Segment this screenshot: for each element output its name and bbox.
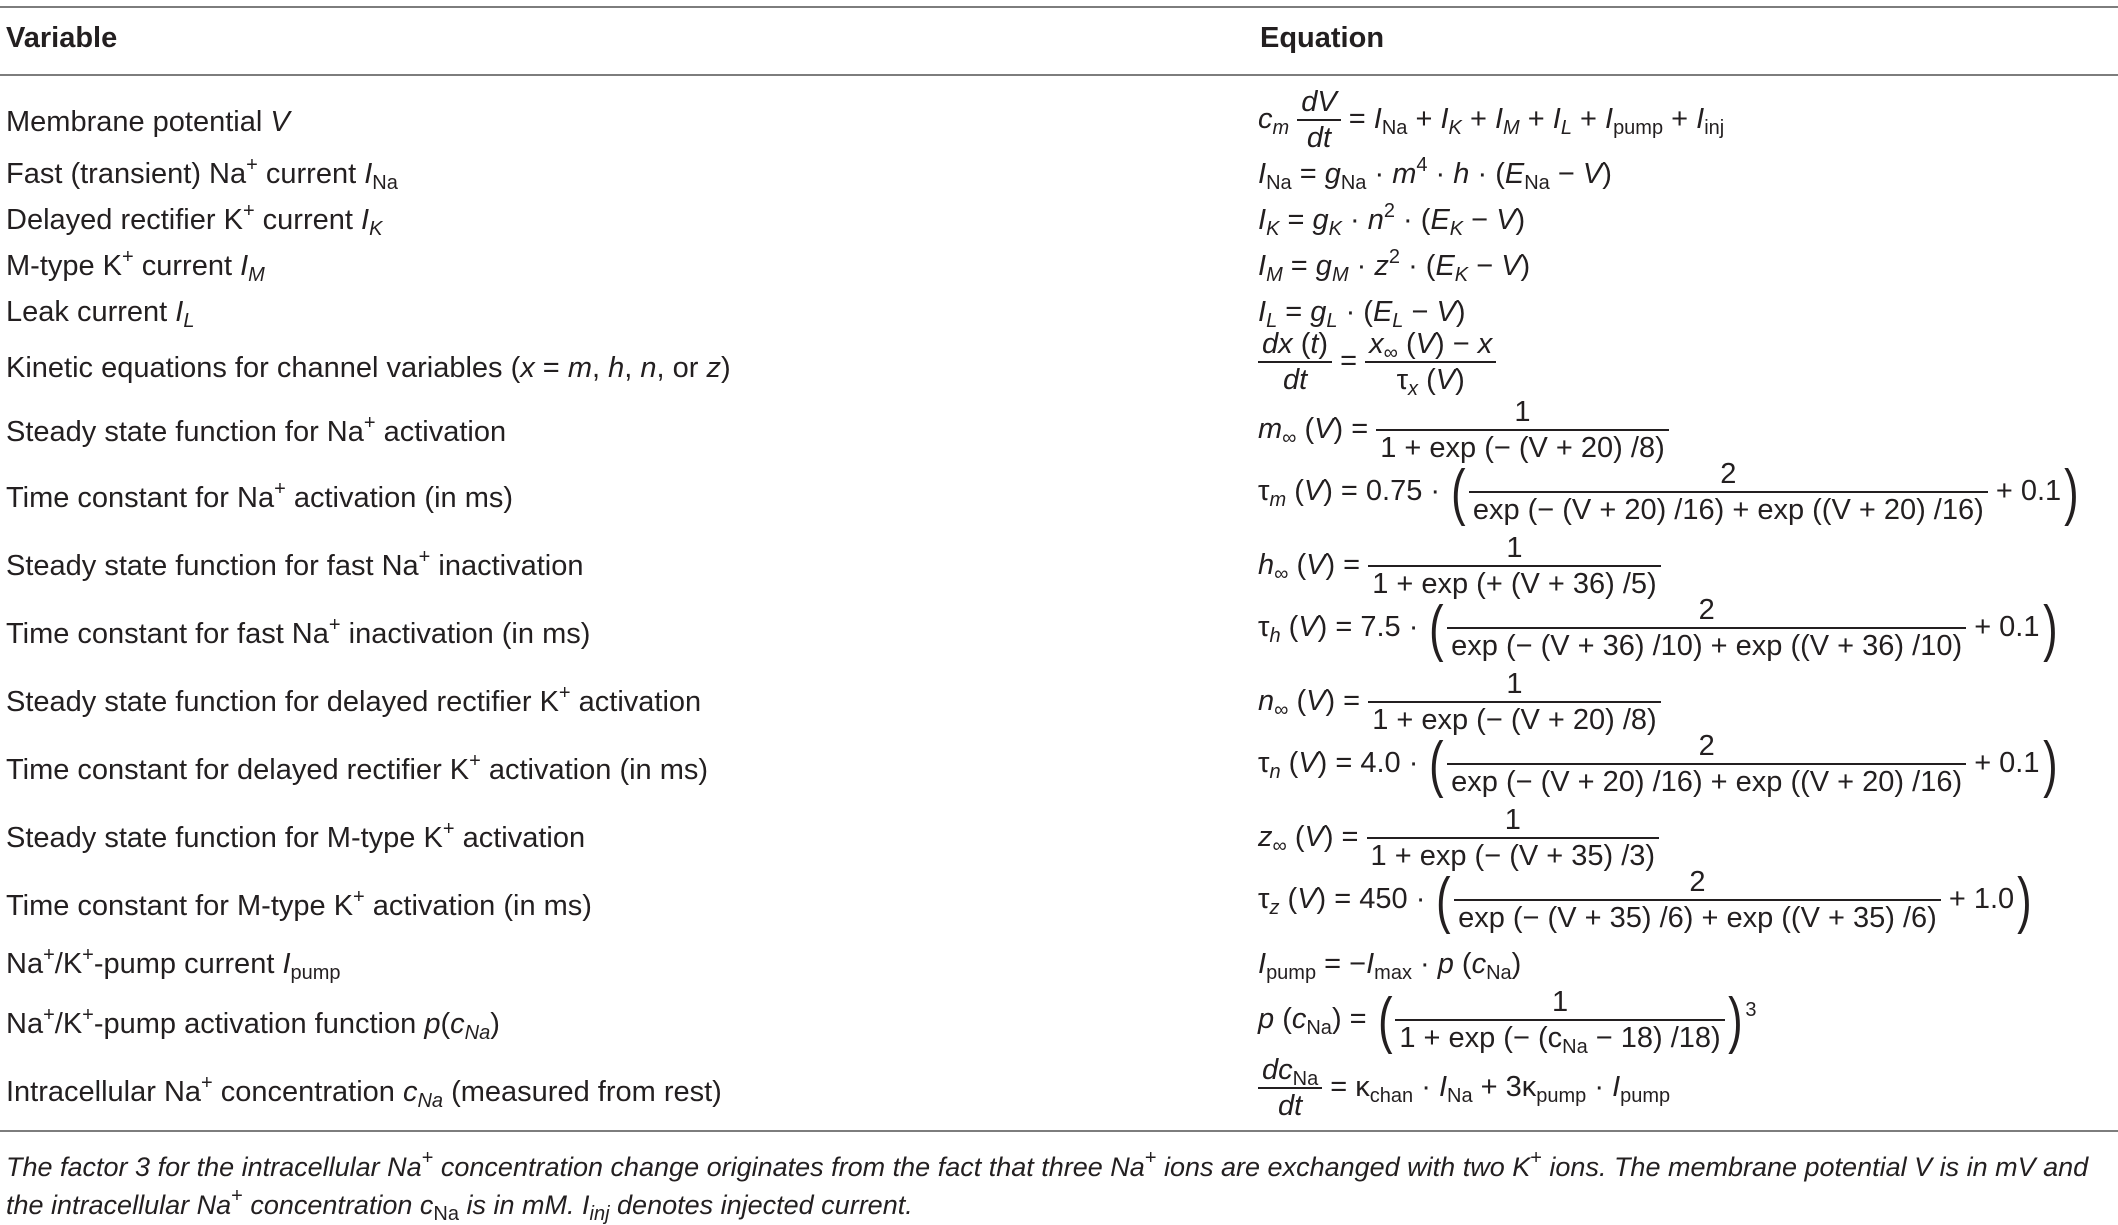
row-label: Steady state function for fast Na+ inactivation — [6, 546, 584, 582]
equation-tau-h: $\tau_h$ (V) = 7.5 · ( $\frac{2}{\exp (- (V + 36) /10) + \exp ((V + 36) /10)}$ + 0.1) — [1258, 593, 2058, 663]
tau-z-denominator: exp (− (V + 35) /6) + exp ((V + 35) /6) — [1454, 899, 1941, 933]
row-label: Intracellular Na+ concentration $c_{Na}$ (measured from rest) — [6, 1072, 722, 1112]
equation-kinetic: $\frac{dx (t)}{dt}$ = $\frac{x_\infty (V) - x}{\tau_x (V)}$ — [1258, 330, 1496, 395]
header-rule — [0, 74, 2118, 76]
equation-m-inf: $m_\infty$ (V) = $\frac{1}{1 + \exp (- (V + 20) /8)}$ — [1258, 398, 1669, 463]
row-label: Fast (transient) Na+ current $I_{Na}$ — [6, 154, 398, 194]
equation-ipump: $I_{pump} = -I_{max} \cdot p$ $(c_{Na})$ — [1258, 948, 1522, 984]
row-label: Delayed rectifier K+ current $I_K$ — [6, 200, 383, 240]
equation-z-inf: $z_\infty$ (V) = $\frac{1}{1 + \exp (- (V + 35) /3)}$ — [1258, 806, 1659, 871]
h-inf-denominator: 1 + exp (+ (V + 36) /5) — [1368, 565, 1661, 599]
n-inf-denominator: 1 + exp (− (V + 20) /8) — [1368, 701, 1661, 735]
equation-pump-activation: p $(c_{Na})$ = ( $\frac{1}{1 + \exp (- (c_{Na} - 18) /18)}$ ) $^3$ — [1258, 985, 1757, 1058]
row-label: Na+/K+-pump current $I_{pump}$ — [6, 944, 341, 984]
tau-n-denominator: exp (− (V + 20) /16) + exp ((V + 20) /16) — [1447, 763, 1966, 797]
bottom-rule — [0, 1130, 2118, 1132]
row-label: Time constant for Na+ activation (in ms) — [6, 478, 514, 514]
p-denominator: 1 + exp (− $(c_{Na} - 18)$ /18) — [1395, 1019, 1724, 1053]
equation-tau-n: $\tau_n$ (V) = 4.0 · ( $\frac{2}{\exp (- (V + 20) /16) + \exp ((V + 20) /16)}$ + 0.1) — [1258, 729, 2058, 799]
equation-membrane-potential: $c_m$ $\frac{dV}{dt}$ = $I_{Na} + I_K + I_M + I_L + I_{pump} + I_{inj}$ — [1258, 86, 1725, 154]
z-inf-denominator: 1 + exp (− (V + 35) /3) — [1367, 837, 1660, 871]
top-rule — [0, 6, 2118, 8]
table-footnote: The factor 3 for the intracellular Na+ concentration change originates from the fact that three Na+ ions are exchanged with two K+ ions. The membrane potential V is in mV and the intracellular Na+ concentration $c_{Na}$ is in mM. $I_{inj}$ denotes injected current. — [6, 1147, 2089, 1225]
row-label: Steady state function for delayed rectifier K+ activation — [6, 682, 702, 718]
m-inf-denominator: 1 + exp (− (V + 20) /8) — [1376, 429, 1669, 463]
row-label: Steady state function for M-type K+ activation — [6, 818, 586, 854]
row-label: Time constant for fast Na+ inactivation (in ms) — [6, 614, 591, 650]
column-header-equation: Equation — [1260, 22, 1385, 54]
equation-tau-m: $\tau_m$ (V) = 0.75 · ( $\frac{2}{\exp (- (V + 20) /16) + \exp ((V + 20) /16)}$ + 0.1) — [1258, 457, 2079, 527]
equation-ina: $I_{Na} = g_{Na} \cdot m^4 \cdot h \cdot (E_{Na} - V)$ — [1258, 154, 1612, 194]
equation-cna: $\frac{dc_{Na}}{dt}$ = $\kappa_{chan} \cdot I_{Na} + 3\kappa_{pump} \cdot I_{pump}$ — [1258, 1056, 1670, 1121]
row-label: Time constant for delayed rectifier K+ activation (in ms) — [6, 750, 709, 786]
equation-il: $I_L = g_L \cdot (E_L - V)$ — [1258, 296, 1466, 332]
column-header-variable: Variable — [6, 22, 118, 54]
equation-ik: $I_K = g_K \cdot n^2 \cdot (E_K - V)$ — [1258, 200, 1526, 240]
row-label: Na+/K+-pump activation function $p(c_{Na})$ — [6, 1004, 500, 1044]
row-label: Steady state function for Na+ activation — [6, 412, 507, 448]
row-label: Time constant for M-type K+ activation (in ms) — [6, 886, 592, 922]
equation-im: $I_M = g_M \cdot z^2 \cdot (E_K - V)$ — [1258, 246, 1531, 286]
equation-h-inf: $h_\infty$ (V) = $\frac{1}{1 + \exp (+ (V + 36) /5)}$ — [1258, 534, 1661, 599]
equation-tau-z: $\tau_z$ (V) = 450 · ( $\frac{2}{\exp (- (V + 35) /6) + \exp ((V + 35) /6)}$ + 1.0) — [1258, 865, 2032, 935]
tau-m-denominator: exp (− (V + 20) /16) + exp ((V + 20) /16) — [1469, 491, 1988, 525]
equation-n-inf: $n_\infty$ (V) = $\frac{1}{1 + \exp (- (V + 20) /8)}$ — [1258, 670, 1661, 735]
row-label: M-type K+ current $I_M$ — [6, 246, 265, 286]
row-label: Leak current $I_L$ — [6, 296, 195, 332]
tau-h-denominator: exp (− (V + 36) /10) + exp ((V + 36) /10) — [1447, 627, 1966, 661]
row-label: Kinetic equations for channel variables (x = m, h, n, or z) — [6, 352, 731, 384]
row-label: Membrane potential V — [6, 106, 290, 138]
